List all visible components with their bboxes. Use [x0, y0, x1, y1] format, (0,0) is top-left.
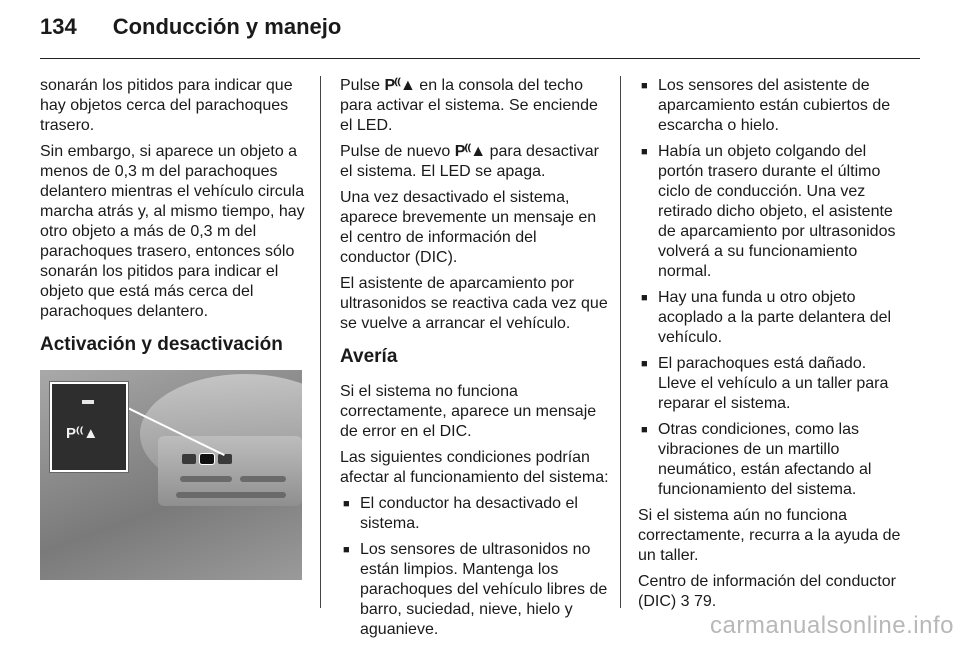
paragraph: sonarán los pitidos para indicar que hay objetos cerca del parachoques trasero.	[40, 77, 293, 134]
console-button	[218, 454, 232, 464]
page-reference: 3 79.	[680, 593, 717, 610]
column-left	[40, 76, 308, 580]
list-item: ■ El parachoques está dañado. Lleve el vehículo a un taller para reparar el sistema.	[638, 354, 906, 414]
paragraph	[340, 76, 610, 136]
paragraph	[340, 142, 610, 182]
paragraph: Las siguientes condiciones podrían afectar al funcionamiento del sistema:	[340, 449, 609, 486]
header-divider	[40, 58, 920, 59]
overhead-console-photo	[40, 370, 302, 580]
console-buttons	[182, 454, 232, 464]
parking-assist-icon: P⁽⁽▲	[454, 143, 486, 160]
column-right	[638, 76, 906, 618]
text: Centro de información del conductor (DIC)	[638, 573, 896, 610]
paragraph: Una vez desactivado el sistema, aparece brevemente un mensaje en el centro de información del conductor (DIC).	[340, 189, 597, 266]
paragraph: Sin embargo, si aparece un objeto a menos de 0,3 m del parachoques delantero mientras el vehículo circula marcha atrás y, al mismo tiempo, hay otro objeto a más de 0,3 m del parachoques trasero, entonces sólo sonarán los pitidos para indicar el objeto que está más cerca del parachoques delantero.	[40, 143, 305, 320]
page-number: 134	[40, 14, 77, 39]
parking-assist-icon: P⁽⁽▲	[66, 425, 99, 442]
console-slot	[176, 492, 286, 498]
page-header	[40, 14, 341, 40]
text: Pulse	[340, 77, 385, 94]
column-divider-1	[320, 76, 321, 608]
list-item: ■ Había un objeto colgando del portón trasero durante el último ciclo de conducción. Una vez retirado dicho objeto, el asistente de aparcamiento por ultrasonidos volverá a su funcionamiento normal.	[638, 142, 906, 282]
watermark: carmanualsonline.info	[710, 612, 954, 639]
paragraph: El asistente de aparcamiento por ultrasonidos se reactiva cada vez que se vuelve a arrancar el vehículo.	[340, 275, 608, 332]
column-middle	[340, 76, 610, 646]
paragraph	[638, 572, 906, 612]
heading-activation: Activación y desactivación	[40, 334, 283, 355]
button-closeup-inset	[50, 382, 128, 472]
column-divider-2	[620, 76, 621, 608]
section-title: Conducción y manejo	[112, 14, 342, 39]
list-item: ■ El conductor ha desactivado el sistema.	[340, 494, 610, 534]
led-indicator	[82, 400, 94, 404]
text: Pulse de nuevo	[340, 143, 455, 160]
parking-assist-button	[200, 454, 214, 464]
console-slot	[240, 476, 286, 482]
list-item: ■ Hay una funda u otro objeto acoplado a la parte delantera del vehículo.	[638, 288, 906, 348]
console-button	[182, 454, 196, 464]
parking-assist-icon: P⁽⁽▲	[384, 77, 415, 94]
paragraph: Si el sistema aún no funciona correctamente, recurra a la ayuda de un taller.	[638, 507, 901, 564]
list-item: ■ Los sensores de ultrasonidos no están limpios. Mantenga los parachoques del vehículo libres de barro, suciedad, nieve, hielo y aguanieve.	[340, 540, 610, 640]
text: en la consola del techo para activar el sistema. Se enciende el LED.	[340, 77, 598, 134]
list-item: ■ Los sensores del asistente de aparcamiento están cubiertos de escarcha o hielo.	[638, 76, 906, 136]
heading-fault: Avería	[340, 346, 398, 367]
paragraph: Si el sistema no funciona correctamente, aparece un mensaje de error en el DIC.	[340, 383, 597, 440]
list-item: ■ Otras condiciones, como las vibraciones de un martillo neumático, están afectando al funcionamiento del sistema.	[638, 420, 906, 500]
console-slot	[180, 476, 232, 482]
text: para desactivar el sistema. El LED se apaga.	[340, 143, 599, 180]
